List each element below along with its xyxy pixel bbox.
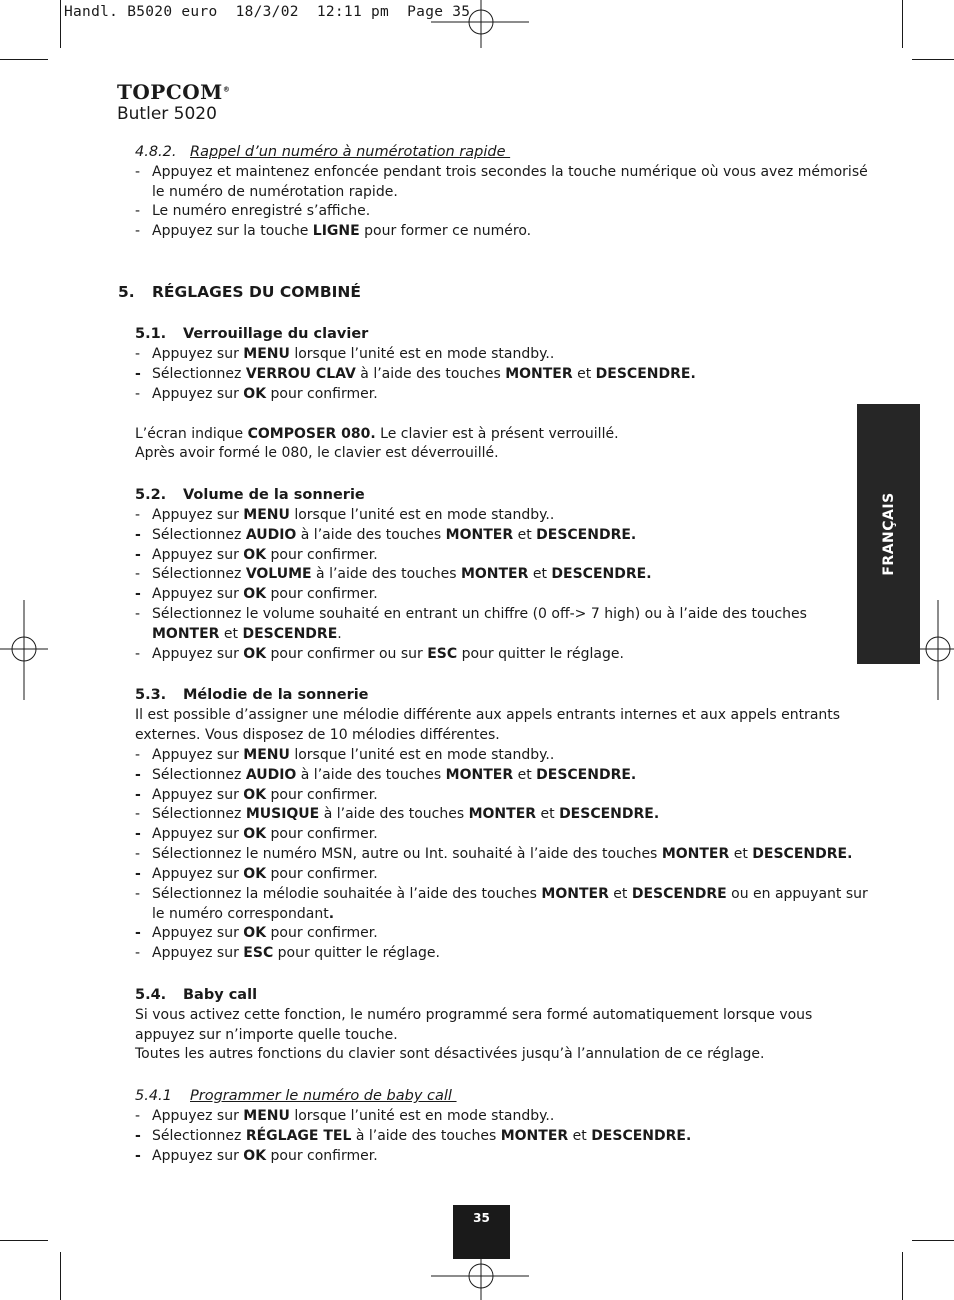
bullet-dash: - (135, 507, 141, 523)
bullet-dash: - (135, 767, 141, 783)
text-line: appuyez sur n’importe quelle touche. (135, 1027, 398, 1043)
bullet-dash: - (135, 945, 141, 961)
bullet-dash: - (135, 566, 141, 582)
text-line: Appuyez sur ESC pour quitter le réglage. (152, 945, 440, 961)
bullet-dash: - (135, 747, 141, 763)
bullet-dash: - (135, 203, 141, 219)
text-line: Sélectionnez la mélodie souhaitée à l’aide des touches MONTER et DESCENDRE ou en appuyant sur (152, 886, 868, 902)
text-line: Sélectionnez AUDIO à l’aide des touches MONTER et DESCENDRE. (152, 527, 637, 543)
text-line: Sélectionnez le numéro MSN, autre ou Int. souhaité à l’aide des touches MONTER et DESCENDRE. (152, 846, 853, 862)
crop-mark (60, 1252, 61, 1300)
bullet-dash: - (135, 826, 141, 842)
text-line: Sélectionnez AUDIO à l’aide des touches MONTER et DESCENDRE. (152, 767, 637, 783)
bullet-dash: - (135, 925, 141, 941)
bullet-dash: - (135, 164, 141, 180)
text-line: Le numéro enregistré s’affiche. (152, 203, 371, 219)
bullet-dash: - (135, 386, 141, 402)
text-line: Toutes les autres fonctions du clavier sont désactivées jusqu’à l’annulation de ce réglage. (135, 1046, 765, 1062)
text-line: L’écran indique COMPOSER 080. Le clavier est à présent verrouillé. (135, 426, 619, 442)
text-line: le numéro de numérotation rapide. (152, 184, 398, 200)
bullet-dash: - (135, 346, 141, 362)
registration-mark-left (0, 600, 48, 700)
text-line: Appuyez sur OK pour confirmer. (152, 925, 378, 941)
text-line: Après avoir formé le 080, le clavier est déverrouillé. (135, 445, 499, 461)
crop-mark (902, 1252, 903, 1300)
language-tab-label: FRANÇAIS (880, 492, 897, 576)
text-line: Sélectionnez RÉGLAGE TEL à l’aide des touches MONTER et DESCENDRE. (152, 1128, 692, 1144)
registration-mark-bottom (431, 1252, 531, 1300)
crop-mark (912, 1240, 954, 1241)
text-line: Appuyez sur OK pour confirmer. (152, 586, 378, 602)
text-line: Appuyez sur MENU lorsque l’unité est en mode standby.. (152, 507, 555, 523)
crop-mark (902, 0, 903, 48)
text-line: Appuyez sur OK pour confirmer. (152, 787, 378, 803)
section-heading: 4.8.2. Rappel d’un numéro à numérotation rapide (135, 144, 511, 160)
text-line: Appuyez et maintenez enfoncée pendant trois secondes la touche numérique où vous avez mémorisé (152, 164, 868, 180)
text-line: Appuyez sur MENU lorsque l’unité est en mode standby.. (152, 747, 555, 763)
text-line: Appuyez sur OK pour confirmer. (152, 1148, 378, 1164)
bullet-dash: - (135, 223, 141, 239)
bullet-dash: - (135, 606, 141, 622)
text-line: externes. Vous disposez de 10 mélodies différentes. (135, 727, 500, 743)
text-line: Sélectionnez VERROU CLAV à l’aide des touches MONTER et DESCENDRE. (152, 366, 696, 382)
text-line: Sélectionnez le volume souhaité en entrant un chiffre (0 off-> 7 high) ou à l’aide des touches (152, 606, 807, 622)
text-line: Il est possible d’assigner une mélodie différente aux appels entrants internes et aux appels entrants (135, 707, 841, 723)
text-line: Si vous activez cette fonction, le numéro programmé sera formé automatiquement lorsque vous (135, 1007, 813, 1023)
bullet-dash: - (135, 527, 141, 543)
bullet-dash: - (135, 846, 141, 862)
crop-mark (0, 1240, 48, 1241)
text-line: Appuyez sur la touche LIGNE pour former ce numéro. (152, 223, 532, 239)
bullet-dash: - (135, 1128, 141, 1144)
text-line: Sélectionnez VOLUME à l’aide des touches MONTER et DESCENDRE. (152, 566, 652, 582)
bullet-dash: - (135, 646, 141, 662)
model-name: Butler 5020 (117, 104, 217, 124)
bullet-dash: - (135, 806, 141, 822)
text-line: Appuyez sur MENU lorsque l’unité est en mode standby.. (152, 346, 555, 362)
text-line: Appuyez sur OK pour confirmer. (152, 386, 378, 402)
bullet-dash: - (135, 1148, 141, 1164)
trademark-icon: ® (222, 85, 231, 94)
language-tab (857, 404, 920, 664)
text-line: le numéro correspondant. (152, 906, 335, 922)
page-number-box (453, 1205, 510, 1259)
crop-mark (60, 0, 61, 48)
print-header: Handl. B5020 euro 18/3/02 12:11 pm Page 35 (64, 4, 471, 20)
section-heading: 5.3. Mélodie de la sonnerie (135, 687, 369, 703)
text-line: Appuyez sur OK pour confirmer. (152, 826, 378, 842)
bullet-dash: - (135, 866, 141, 882)
text-line: Appuyez sur OK pour confirmer. (152, 547, 378, 563)
section-heading: 5.2. Volume de la sonnerie (135, 487, 365, 503)
text-line: Appuyez sur MENU lorsque l’unité est en mode standby.. (152, 1108, 555, 1124)
text-line: Appuyez sur OK pour confirmer ou sur ESC pour quitter le réglage. (152, 646, 624, 662)
bullet-dash: - (135, 586, 141, 602)
page-number: 35 (473, 1211, 490, 1225)
section-heading: 5.4.1 Programmer le numéro de baby call (135, 1088, 457, 1104)
crop-mark (912, 59, 954, 60)
text-line: Sélectionnez MUSIQUE à l’aide des touches MONTER et DESCENDRE. (152, 806, 660, 822)
section-heading: 5.1. Verrouillage du clavier (135, 326, 369, 342)
crop-mark (0, 59, 48, 60)
bullet-dash: - (135, 787, 141, 803)
bullet-dash: - (135, 1108, 141, 1124)
bullet-dash: - (135, 547, 141, 563)
section-heading: 5. RÉGLAGES DU COMBINÉ (118, 283, 361, 301)
text-line: MONTER et DESCENDRE. (152, 626, 342, 642)
brand-logo-text: TOPCOM (117, 80, 223, 104)
text-line: Appuyez sur OK pour confirmer. (152, 866, 378, 882)
bullet-dash: - (135, 886, 141, 902)
brand-logo (117, 80, 230, 104)
bullet-dash: - (135, 366, 141, 382)
section-heading: 5.4. Baby call (135, 987, 258, 1003)
